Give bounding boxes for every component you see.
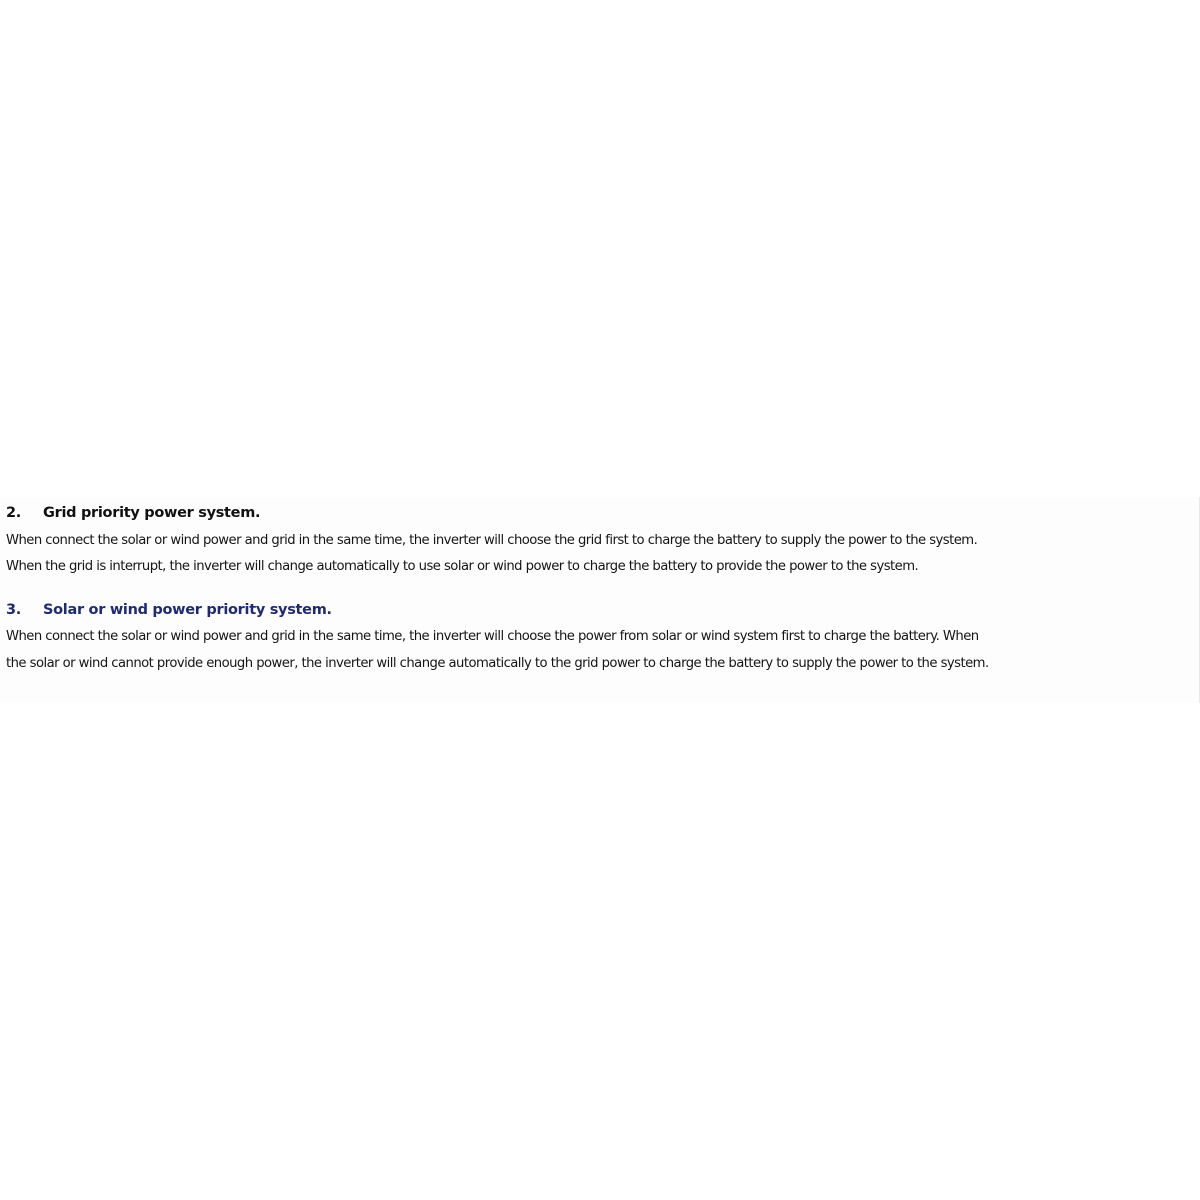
section-number: 2. xyxy=(6,505,21,521)
section-number: 3. xyxy=(6,602,21,618)
paragraph-line: the solar or wind cannot provide enough power, the inverter will change automatically to the grid power to charge the battery to supply the power to the system. xyxy=(6,656,989,671)
section-title: Solar or wind power priority system. xyxy=(43,602,332,618)
section-heading-grid-priority xyxy=(6,505,260,521)
section-title: Grid priority power system. xyxy=(43,505,261,521)
paragraph-line: When connect the solar or wind power and grid in the same time, the inverter will choose the grid first to charge the battery to supply the power to the system. xyxy=(6,533,978,548)
section-heading-solar-priority xyxy=(6,602,332,618)
paragraph-line: When connect the solar or wind power and grid in the same time, the inverter will choose the power from solar or wind system first to charge the battery. When xyxy=(6,629,979,644)
document-excerpt xyxy=(0,497,1200,703)
paragraph-line: When the grid is interrupt, the inverter will change automatically to use solar or wind power to charge the battery to provide the power to the system. xyxy=(6,559,919,574)
